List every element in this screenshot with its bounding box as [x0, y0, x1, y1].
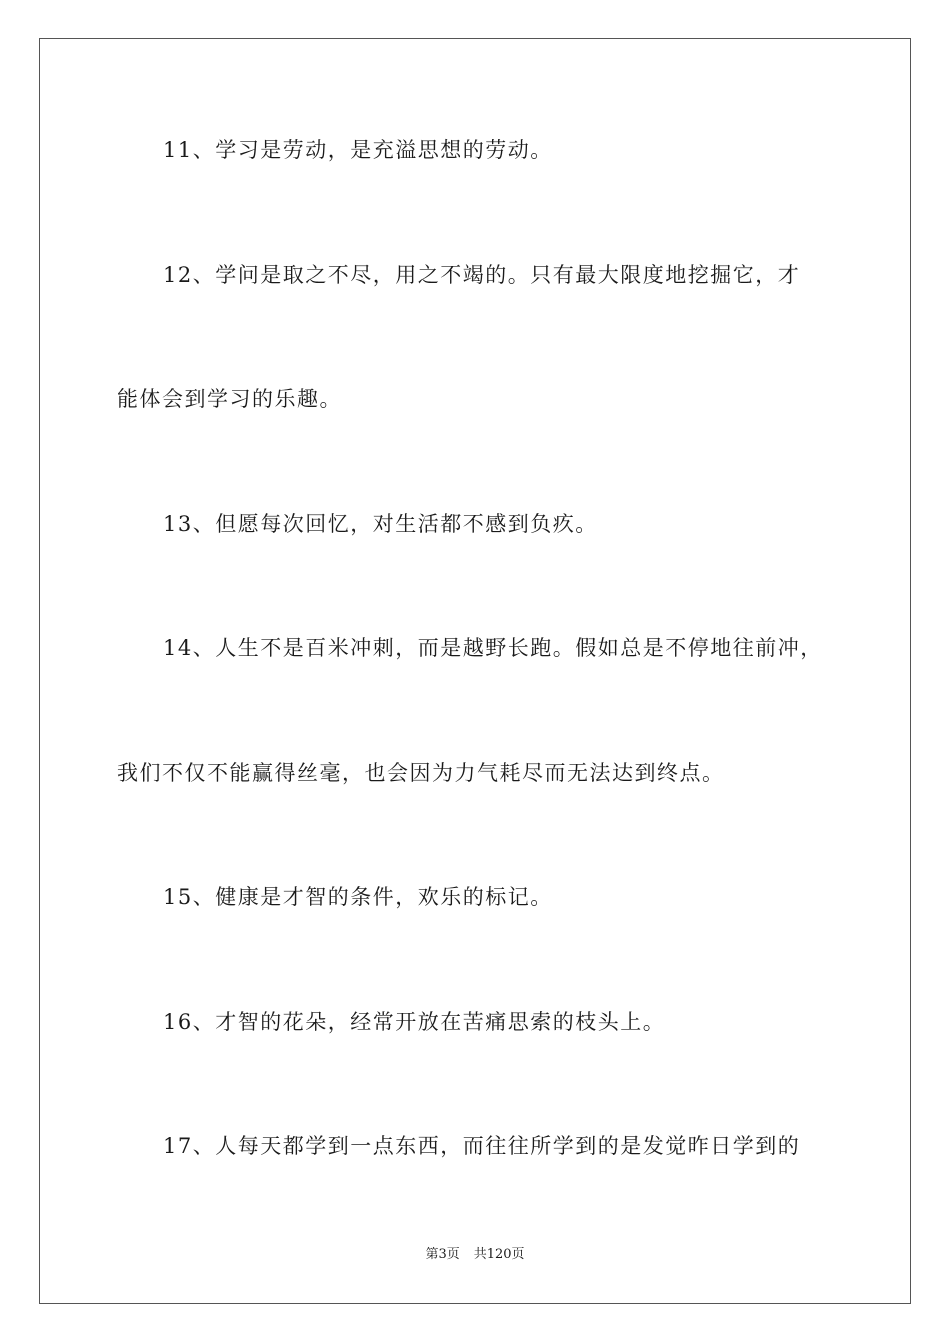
text-line-12: 12、学问是取之不尽，用之不竭的。只有最大限度地挖掘它，才 — [163, 263, 801, 287]
text-line-15: 15、健康是才智的条件，欢乐的标记。 — [163, 885, 553, 909]
page-border — [39, 38, 911, 1304]
page-footer — [0, 1246, 950, 1264]
text-line-14: 14、人生不是百米冲刺，而是越野长跑。假如总是不停地往前冲， — [163, 636, 823, 660]
text-line-11: 11、学习是劳动，是充溢思想的劳动。 — [163, 138, 553, 162]
text-line-17: 17、人每天都学到一点东西，而往往所学到的是发觉昨日学到的 — [163, 1134, 801, 1158]
text-line-13: 13、但愿每次回忆，对生活都不感到负疚。 — [163, 512, 598, 536]
page-total: 共120页 — [473, 1247, 525, 1262]
text-line-12-cont: 能体会到学习的乐趣。 — [117, 387, 342, 411]
page-number: 第3页 — [425, 1247, 460, 1262]
text-line-16: 16、才智的花朵，经常开放在苦痛思索的枝头上。 — [163, 1010, 666, 1034]
text-line-14-cont: 我们不仅不能赢得丝毫，也会因为力气耗尽而无法达到终点。 — [117, 761, 725, 785]
